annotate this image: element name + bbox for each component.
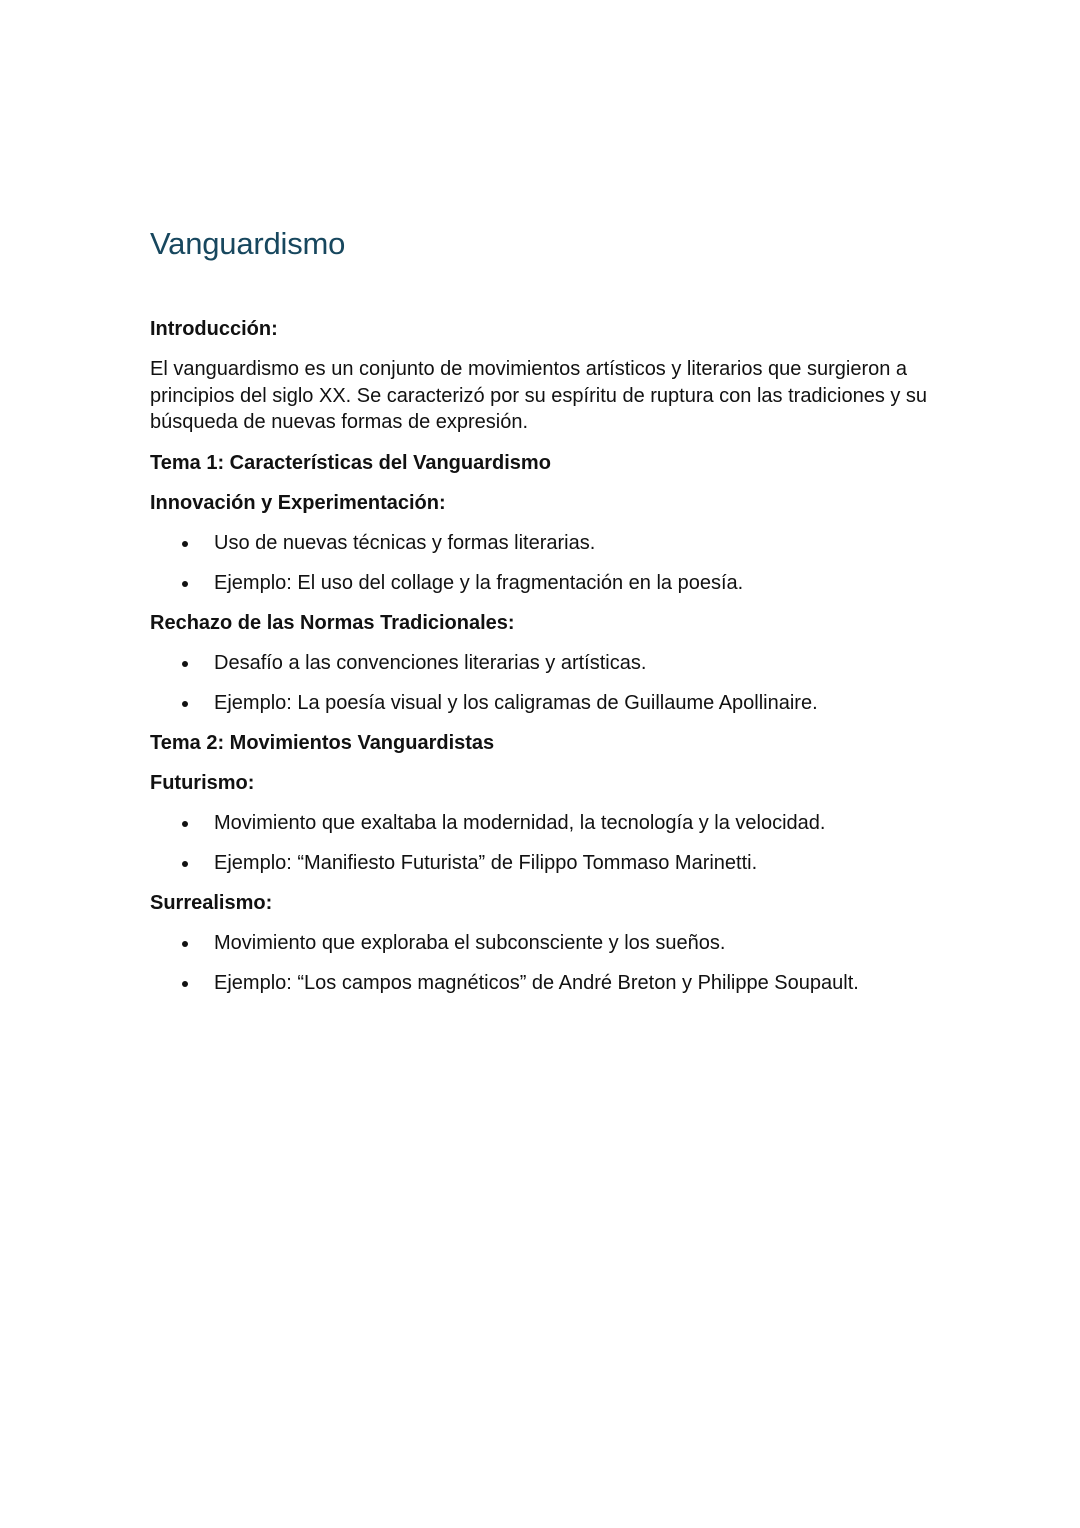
list-item-text: Movimiento que exploraba el subconsciente y los sueños. (214, 931, 726, 954)
list-item-text: Ejemplo: La poesía visual y los caligramas de Guillaume Apollinaire. (214, 691, 818, 714)
intro-heading: Introducción: (150, 318, 278, 340)
list-item (150, 570, 930, 596)
bullet-icon (182, 861, 188, 867)
intro-paragraph: El vanguardismo es un conjunto de movimientos artísticos y literarios que surgieron a principios del siglo XX. Se caracterizó por su espíritu de ruptura con las tradiciones y su búsqueda de nuevas formas de expresión. (150, 358, 928, 433)
bullet-icon (182, 941, 188, 947)
list-item (150, 930, 930, 956)
list-item-text: Ejemplo: “Manifiesto Futurista” de Filippo Tommaso Marinetti. (214, 851, 758, 874)
section-heading-surrealismo: Surrealismo: (150, 891, 273, 914)
list-item-text: Ejemplo: El uso del collage y la fragmentación en la poesía. (214, 571, 744, 594)
tema1-heading: Tema 1: Características del Vanguardismo (150, 451, 551, 474)
bullet-icon (182, 661, 188, 667)
list-item (150, 970, 930, 996)
bullet-icon (182, 981, 188, 987)
list-item (150, 530, 930, 556)
section-heading-rechazo: Rechazo de las Normas Tradicionales: (150, 611, 515, 634)
section-heading-futurismo: Futurismo: (150, 771, 255, 794)
list-item (150, 650, 930, 676)
bullet-list-futurismo (150, 810, 930, 876)
list-item (150, 810, 930, 836)
document-page (150, 222, 930, 996)
bullet-icon (182, 541, 188, 547)
list-item-text: Desafío a las convenciones literarias y artísticas. (214, 651, 647, 674)
list-item-text: Movimiento que exaltaba la modernidad, la tecnología y la velocidad. (214, 811, 826, 834)
tema2-heading: Tema 2: Movimientos Vanguardistas (150, 731, 495, 754)
list-item (150, 850, 930, 876)
bullet-icon (182, 701, 188, 707)
bullet-list-innovacion (150, 530, 930, 596)
bullet-list-rechazo (150, 650, 930, 716)
list-item-text: Ejemplo: “Los campos magnéticos” de André Breton y Philippe Soupault. (214, 971, 859, 994)
list-item (150, 690, 930, 716)
document-title: Vanguardismo (150, 226, 346, 261)
section-heading-innovacion: Innovación y Experimentación: (150, 491, 446, 514)
bullet-list-surrealismo (150, 930, 930, 996)
bullet-icon (182, 821, 188, 827)
bullet-icon (182, 581, 188, 587)
list-item-text: Uso de nuevas técnicas y formas literarias. (214, 531, 596, 554)
